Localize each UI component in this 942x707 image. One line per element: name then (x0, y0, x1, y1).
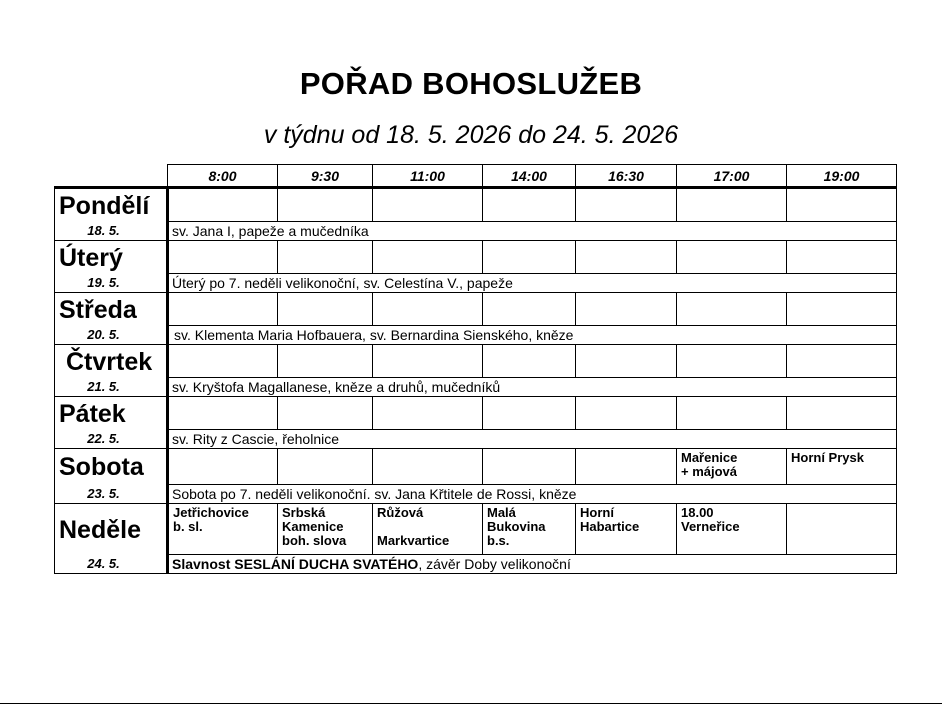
service-slot (787, 345, 897, 378)
date-row (55, 485, 897, 504)
service-slot (787, 241, 897, 274)
feast-text: , závěr Doby velikonoční (418, 556, 571, 572)
time-header: 9:30 (278, 165, 373, 188)
service-slot (168, 293, 278, 326)
service-slot (168, 241, 278, 274)
day-row (55, 241, 897, 274)
day-row (55, 188, 897, 222)
service-slot (576, 188, 677, 222)
service-slot (787, 293, 897, 326)
service-slot (483, 345, 576, 378)
service-slot (278, 397, 373, 430)
day-row (55, 293, 897, 326)
service-slot (373, 188, 483, 222)
feast-text: Sobota po 7. neděli velikonoční. sv. Jana Křtitele de Rossi, kněze (172, 486, 577, 502)
service-slot (168, 397, 278, 430)
service-slot (677, 188, 787, 222)
page-subtitle: v týdnu od 18. 5. 2026 do 24. 5. 2026 (263, 121, 679, 149)
service-slot: Jetřichovice b. sl. (168, 504, 278, 555)
service-slot (278, 449, 373, 485)
service-slot: Malá Bukovina b.s. (483, 504, 576, 555)
day-name: Úterý (55, 241, 168, 274)
service-slot (787, 397, 897, 430)
service-slot (278, 241, 373, 274)
service-slot (483, 449, 576, 485)
service-slot (373, 293, 483, 326)
day-row (55, 397, 897, 430)
service-slot (483, 293, 576, 326)
service-slot: Horní Habartice (576, 504, 677, 555)
day-name: Pondělí (55, 188, 168, 222)
service-slot (483, 241, 576, 274)
service-slot (168, 188, 278, 222)
service-slot (677, 345, 787, 378)
feast-description (168, 485, 897, 504)
day-name: Sobota (55, 449, 168, 485)
day-row (55, 449, 897, 485)
page-title: POŘAD BOHOSLUŽEB (299, 66, 643, 101)
service-slot (373, 241, 483, 274)
feast-description (168, 378, 897, 397)
day-date: 22. 5. (55, 430, 168, 449)
time-header: 19:00 (787, 165, 897, 188)
corner-cell (55, 165, 168, 188)
time-header: 14:00 (483, 165, 576, 188)
date-row (55, 222, 897, 241)
feast-description (168, 430, 897, 449)
day-date: 23. 5. (55, 485, 168, 504)
day-date: 21. 5. (55, 378, 168, 397)
service-slot (168, 345, 278, 378)
service-slot (483, 188, 576, 222)
day-row (55, 504, 897, 555)
feast-description (168, 555, 897, 574)
time-header: 11:00 (373, 165, 483, 188)
service-slot (677, 397, 787, 430)
date-row (55, 326, 897, 345)
feast-title: Slavnost SESLÁNÍ DUCHA SVATÉHO (172, 556, 419, 572)
service-slot (677, 293, 787, 326)
time-header: 16:30 (576, 165, 677, 188)
service-slot (787, 188, 897, 222)
day-name: Neděle (55, 504, 168, 555)
service-slot: Horní Prysk (787, 449, 897, 485)
service-slot (576, 397, 677, 430)
feast-text: sv. Rity z Cascie, řeholnice (172, 431, 340, 447)
service-slot: Srbská Kamenice boh. slova (278, 504, 373, 555)
service-slot: Růžová Markvartice (373, 504, 483, 555)
service-slot (373, 345, 483, 378)
day-date: 19. 5. (55, 274, 168, 293)
service-slot (278, 293, 373, 326)
time-header-row (55, 165, 897, 188)
day-name: Čtvrtek (55, 345, 168, 378)
service-slot (677, 241, 787, 274)
day-row (55, 345, 897, 378)
service-slot (168, 449, 278, 485)
feast-text: sv. Kryštofa Magallanese, kněze a druhů, mučedníků (172, 379, 501, 395)
date-row (55, 430, 897, 449)
service-slot (278, 188, 373, 222)
time-header: 17:00 (677, 165, 787, 188)
day-date: 24. 5. (55, 555, 168, 574)
day-date: 20. 5. (55, 326, 168, 345)
service-slot (576, 241, 677, 274)
feast-description (168, 326, 897, 345)
date-row (55, 378, 897, 397)
day-date: 18. 5. (55, 222, 168, 241)
day-name: Pátek (55, 397, 168, 430)
service-slot (787, 504, 897, 555)
date-row (55, 274, 897, 293)
service-slot (576, 293, 677, 326)
service-slot (278, 345, 373, 378)
schedule-table (54, 164, 897, 574)
service-slot (483, 397, 576, 430)
feast-description (168, 274, 897, 293)
day-name: Středa (55, 293, 168, 326)
feast-description (168, 222, 897, 241)
service-slot (576, 449, 677, 485)
service-slot: Mařenice + májová (677, 449, 787, 485)
service-slot (373, 449, 483, 485)
time-header: 8:00 (168, 165, 278, 188)
service-slot: 18.00 Verneřice (677, 504, 787, 555)
footer-divider (0, 703, 942, 704)
date-row (55, 555, 897, 574)
service-slot (373, 397, 483, 430)
feast-text: Úterý po 7. neděli velikonoční, sv. Celestína V., papeže (172, 275, 513, 291)
feast-text: sv. Klementa Maria Hofbauera, sv. Bernardina Sienského, kněze (174, 327, 574, 343)
service-slot (576, 345, 677, 378)
feast-text: sv. Jana I, papeže a mučedníka (172, 223, 369, 239)
